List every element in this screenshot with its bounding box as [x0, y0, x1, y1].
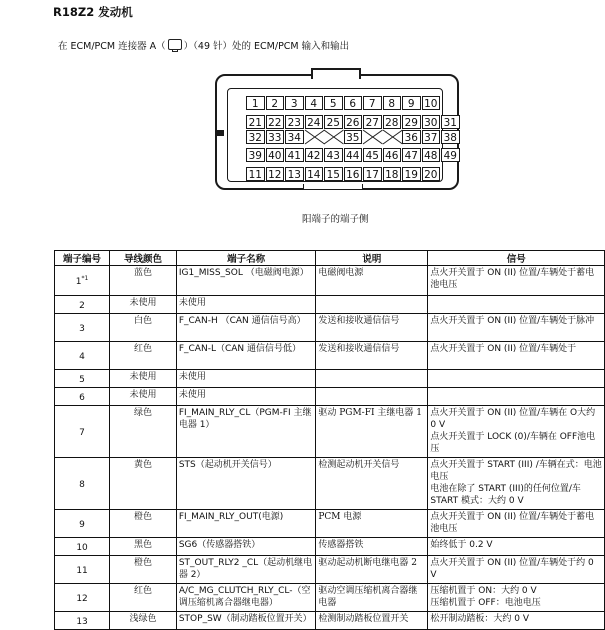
- terminal-description: 驱动起动机断电继电器 2: [316, 556, 428, 584]
- terminal-name: FI_MAIN_RLY_OUT(电源): [176, 510, 316, 538]
- pin-number: [55, 370, 110, 388]
- terminal-signal: 点火开关置于 ON (II) 位置/车辆处于约 0 V: [428, 556, 605, 584]
- pin-table: [54, 250, 605, 630]
- pin-number: [55, 314, 110, 342]
- terminal-description: 检测起动机开关信号: [316, 458, 428, 510]
- terminal-description: 驱动 PGM-FI 主继电器 1: [316, 406, 428, 458]
- connector-pin: 45: [363, 148, 382, 162]
- connector-pin: 9: [402, 96, 421, 110]
- terminal-signal: 点火开关置于 ON (II) 位置/车辆处于蓄电池电压: [428, 510, 605, 538]
- terminal-name: SG6（传感器搭铁）: [176, 538, 316, 556]
- pin-number-text: 10: [76, 543, 88, 553]
- wire-color: 未使用: [110, 296, 177, 314]
- wire-color: 绿色: [110, 406, 177, 458]
- intro-prefix: 在 ECM/PCM 连接器 A（: [58, 41, 166, 52]
- table-row: [55, 458, 605, 510]
- connector-pin: 33: [266, 130, 285, 144]
- connector-pin: 25: [324, 115, 343, 129]
- terminal-name: IG1_MISS_SOL （电磁阀电源）: [176, 266, 316, 296]
- terminal-signal: [428, 388, 605, 406]
- terminal-description: 传感器搭铁: [316, 538, 428, 556]
- terminal-description: 电磁阀电源: [316, 266, 428, 296]
- connector-pin: 6: [344, 96, 363, 110]
- terminal-name: 未使用: [176, 370, 316, 388]
- terminal-name: A/C_MG_CLUTCH_RLY_CL-（空调压缩机离合器继电器）: [176, 584, 316, 612]
- wire-color: 橙色: [110, 510, 177, 538]
- table-row: [55, 406, 605, 458]
- pin-number-text: 12: [76, 594, 88, 604]
- terminal-name: STOP_SW（制动踏板位置开关）: [176, 612, 316, 630]
- pin-number: [55, 342, 110, 370]
- terminal-description: 发送和接收通信信号: [316, 314, 428, 342]
- pin-number: [55, 584, 110, 612]
- terminal-name: 未使用: [176, 388, 316, 406]
- terminal-name: F_CAN-L（CAN 通信信号低）: [176, 342, 316, 370]
- pin-number-text: 8: [79, 480, 85, 490]
- connector-pin: 5: [324, 96, 343, 110]
- connector-pin: 47: [402, 148, 421, 162]
- connector-pin: 10: [422, 96, 441, 110]
- connector-pin: 8: [383, 96, 402, 110]
- connector-pin: 17: [363, 167, 382, 181]
- header-signal: 信号: [428, 251, 605, 266]
- connector-intro: [58, 38, 349, 52]
- connector-pin: 26: [344, 115, 363, 129]
- connector-pin: 29: [402, 115, 421, 129]
- connector-pin: 12: [266, 167, 285, 181]
- empty-cavity: [324, 130, 344, 144]
- connector-pin: 35: [344, 130, 363, 144]
- pin-footnote-mark: *1: [81, 275, 89, 282]
- connector-pin: 1: [246, 96, 265, 110]
- connector-pin: 20: [422, 167, 441, 181]
- connector-pin: 36: [402, 130, 421, 144]
- terminal-name: ST_OUT_RLY2 _CL（起动机继电器 2）: [176, 556, 316, 584]
- wire-color: 未使用: [110, 370, 177, 388]
- connector-latch: [311, 68, 361, 79]
- header-terminal-name: 端子名称: [176, 251, 316, 266]
- connector-pin: 2: [266, 96, 285, 110]
- wire-color: 蓝色: [110, 266, 177, 296]
- connector-pin: 37: [422, 130, 441, 144]
- terminal-signal: [428, 370, 605, 388]
- connector-pin: 21: [246, 115, 265, 129]
- connector-pin: 48: [422, 148, 441, 162]
- pin-number-text: 5: [79, 375, 85, 385]
- terminal-name: F_CAN-H （CAN 通信信号高）: [176, 314, 316, 342]
- connector-pin: 43: [324, 148, 343, 162]
- intro-suffix: ）（49 针）处的 ECM/PCM 输入和输出: [183, 41, 350, 52]
- wire-color: 白色: [110, 314, 177, 342]
- connector-pin: 11: [246, 167, 265, 181]
- connector-notch: [217, 130, 224, 136]
- header-wire-color: 导线颜色: [110, 251, 177, 266]
- header-description: 说明: [316, 251, 428, 266]
- terminal-signal: 点火开关置于 ON (II) 位置/车辆处于脉冲: [428, 314, 605, 342]
- connector-pin: 4: [305, 96, 324, 110]
- pin-number-text: 9: [79, 520, 85, 530]
- connector-pin: 34: [285, 130, 304, 144]
- page-title: R18Z2 发动机: [53, 5, 133, 19]
- connector-pin: 39: [246, 148, 265, 162]
- connector-symbol-icon: [168, 39, 182, 50]
- connector-pin: 46: [383, 148, 402, 162]
- terminal-description: [316, 388, 428, 406]
- empty-cavity: [363, 130, 383, 144]
- wire-color: 黄色: [110, 458, 177, 510]
- connector-pin: 31: [441, 115, 460, 129]
- table-row: [55, 538, 605, 556]
- empty-cavity: [383, 130, 403, 144]
- pin-number: [55, 266, 110, 296]
- wire-color: 红色: [110, 342, 177, 370]
- pin-number-text: 7: [79, 428, 85, 438]
- terminal-description: 发送和接收通信信号: [316, 342, 428, 370]
- connector-pin: 16: [344, 167, 363, 181]
- terminal-signal: 点火开关置于 ON (II) 位置/车辆处于: [428, 342, 605, 370]
- connector-pin: 14: [305, 167, 324, 181]
- connector-pin: 15: [324, 167, 343, 181]
- connector-pin: 3: [285, 96, 304, 110]
- diagram-caption: 阳端子的端子侧: [302, 214, 369, 225]
- connector-pin: 22: [266, 115, 285, 129]
- pin-number-text: 11: [76, 566, 88, 576]
- pin-number-text: 2: [79, 301, 85, 311]
- table-row: [55, 510, 605, 538]
- connector-pin: 32: [246, 130, 265, 144]
- terminal-signal: 压缩机置于 ON：大约 0 V 压缩机置于 OFF：电池电压: [428, 584, 605, 612]
- connector-pin: 27: [363, 115, 382, 129]
- table-row: [55, 266, 605, 296]
- table-row: [55, 314, 605, 342]
- connector-pin: 44: [344, 148, 363, 162]
- terminal-name: STS（起动机开关信号）: [176, 458, 316, 510]
- pin-number: [55, 388, 110, 406]
- header-pin: 端子编号: [55, 251, 110, 266]
- pin-number: [55, 458, 110, 510]
- terminal-signal: 始终低于 0.2 V: [428, 538, 605, 556]
- table-header-row: [55, 251, 605, 266]
- pin-number: [55, 612, 110, 630]
- pin-number-text: 13: [76, 617, 88, 627]
- table-row: [55, 584, 605, 612]
- empty-cavity: [305, 130, 325, 144]
- terminal-description: PCM 电源: [316, 510, 428, 538]
- wire-color: 未使用: [110, 388, 177, 406]
- wire-color: 黑色: [110, 538, 177, 556]
- terminal-signal: 点火开关置于 ON (II) 位置/车辆处于蓄电池电压: [428, 266, 605, 296]
- terminal-signal: 点火开关置于 START (III) /车辆在式：电池电压 电池在除了 START (III)的任何位置/车START 模式：大约 0 V: [428, 458, 605, 510]
- connector-pin: 19: [402, 167, 421, 181]
- table-row: [55, 342, 605, 370]
- connector-pin: 18: [383, 167, 402, 181]
- connector-pin: 28: [383, 115, 402, 129]
- terminal-description: 检测制动踏板位置开关: [316, 612, 428, 630]
- terminal-signal: 松开制动踏板：大约 0 V: [428, 612, 605, 630]
- pin-number-text: 1: [75, 277, 82, 287]
- connector-pin: 7: [363, 96, 382, 110]
- table-row: [55, 388, 605, 406]
- connector-bottom-tab: [303, 184, 363, 190]
- terminal-name: 未使用: [176, 296, 316, 314]
- connector-diagram: [215, 68, 457, 193]
- pin-number-text: 4: [79, 352, 85, 362]
- wire-color: 浅绿色: [110, 612, 177, 630]
- table-row: [55, 612, 605, 630]
- terminal-description: 驱动空调压缩机离合器继电器: [316, 584, 428, 612]
- connector-pin: 42: [305, 148, 324, 162]
- connector-pin: 24: [305, 115, 324, 129]
- terminal-signal: 点火开关置于 ON (II) 位置/车辆在 O大约 0 V 点火开关置于 LOCK (0)/车辆在 OFF池电压: [428, 406, 605, 458]
- pin-number-text: 3: [79, 324, 85, 334]
- connector-pin: 13: [285, 167, 304, 181]
- connector-pin: 49: [441, 148, 460, 162]
- connector-pin: 41: [285, 148, 304, 162]
- connector-pin: 38: [441, 130, 460, 144]
- wire-color: 橙色: [110, 556, 177, 584]
- pin-number: [55, 510, 110, 538]
- pin-number: [55, 296, 110, 314]
- pin-number: [55, 406, 110, 458]
- terminal-description: [316, 370, 428, 388]
- table-row: [55, 296, 605, 314]
- wire-color: 红色: [110, 584, 177, 612]
- pin-number: [55, 538, 110, 556]
- connector-pin: 40: [266, 148, 285, 162]
- pin-number-text: 6: [79, 393, 85, 403]
- terminal-description: [316, 296, 428, 314]
- pin-number: [55, 556, 110, 584]
- terminal-name: FI_MAIN_RLY_CL（PGM-FI 主继电器 1）: [176, 406, 316, 458]
- connector-pin: 23: [285, 115, 304, 129]
- terminal-signal: [428, 296, 605, 314]
- table-row: [55, 556, 605, 584]
- table-row: [55, 370, 605, 388]
- connector-pin: 30: [422, 115, 441, 129]
